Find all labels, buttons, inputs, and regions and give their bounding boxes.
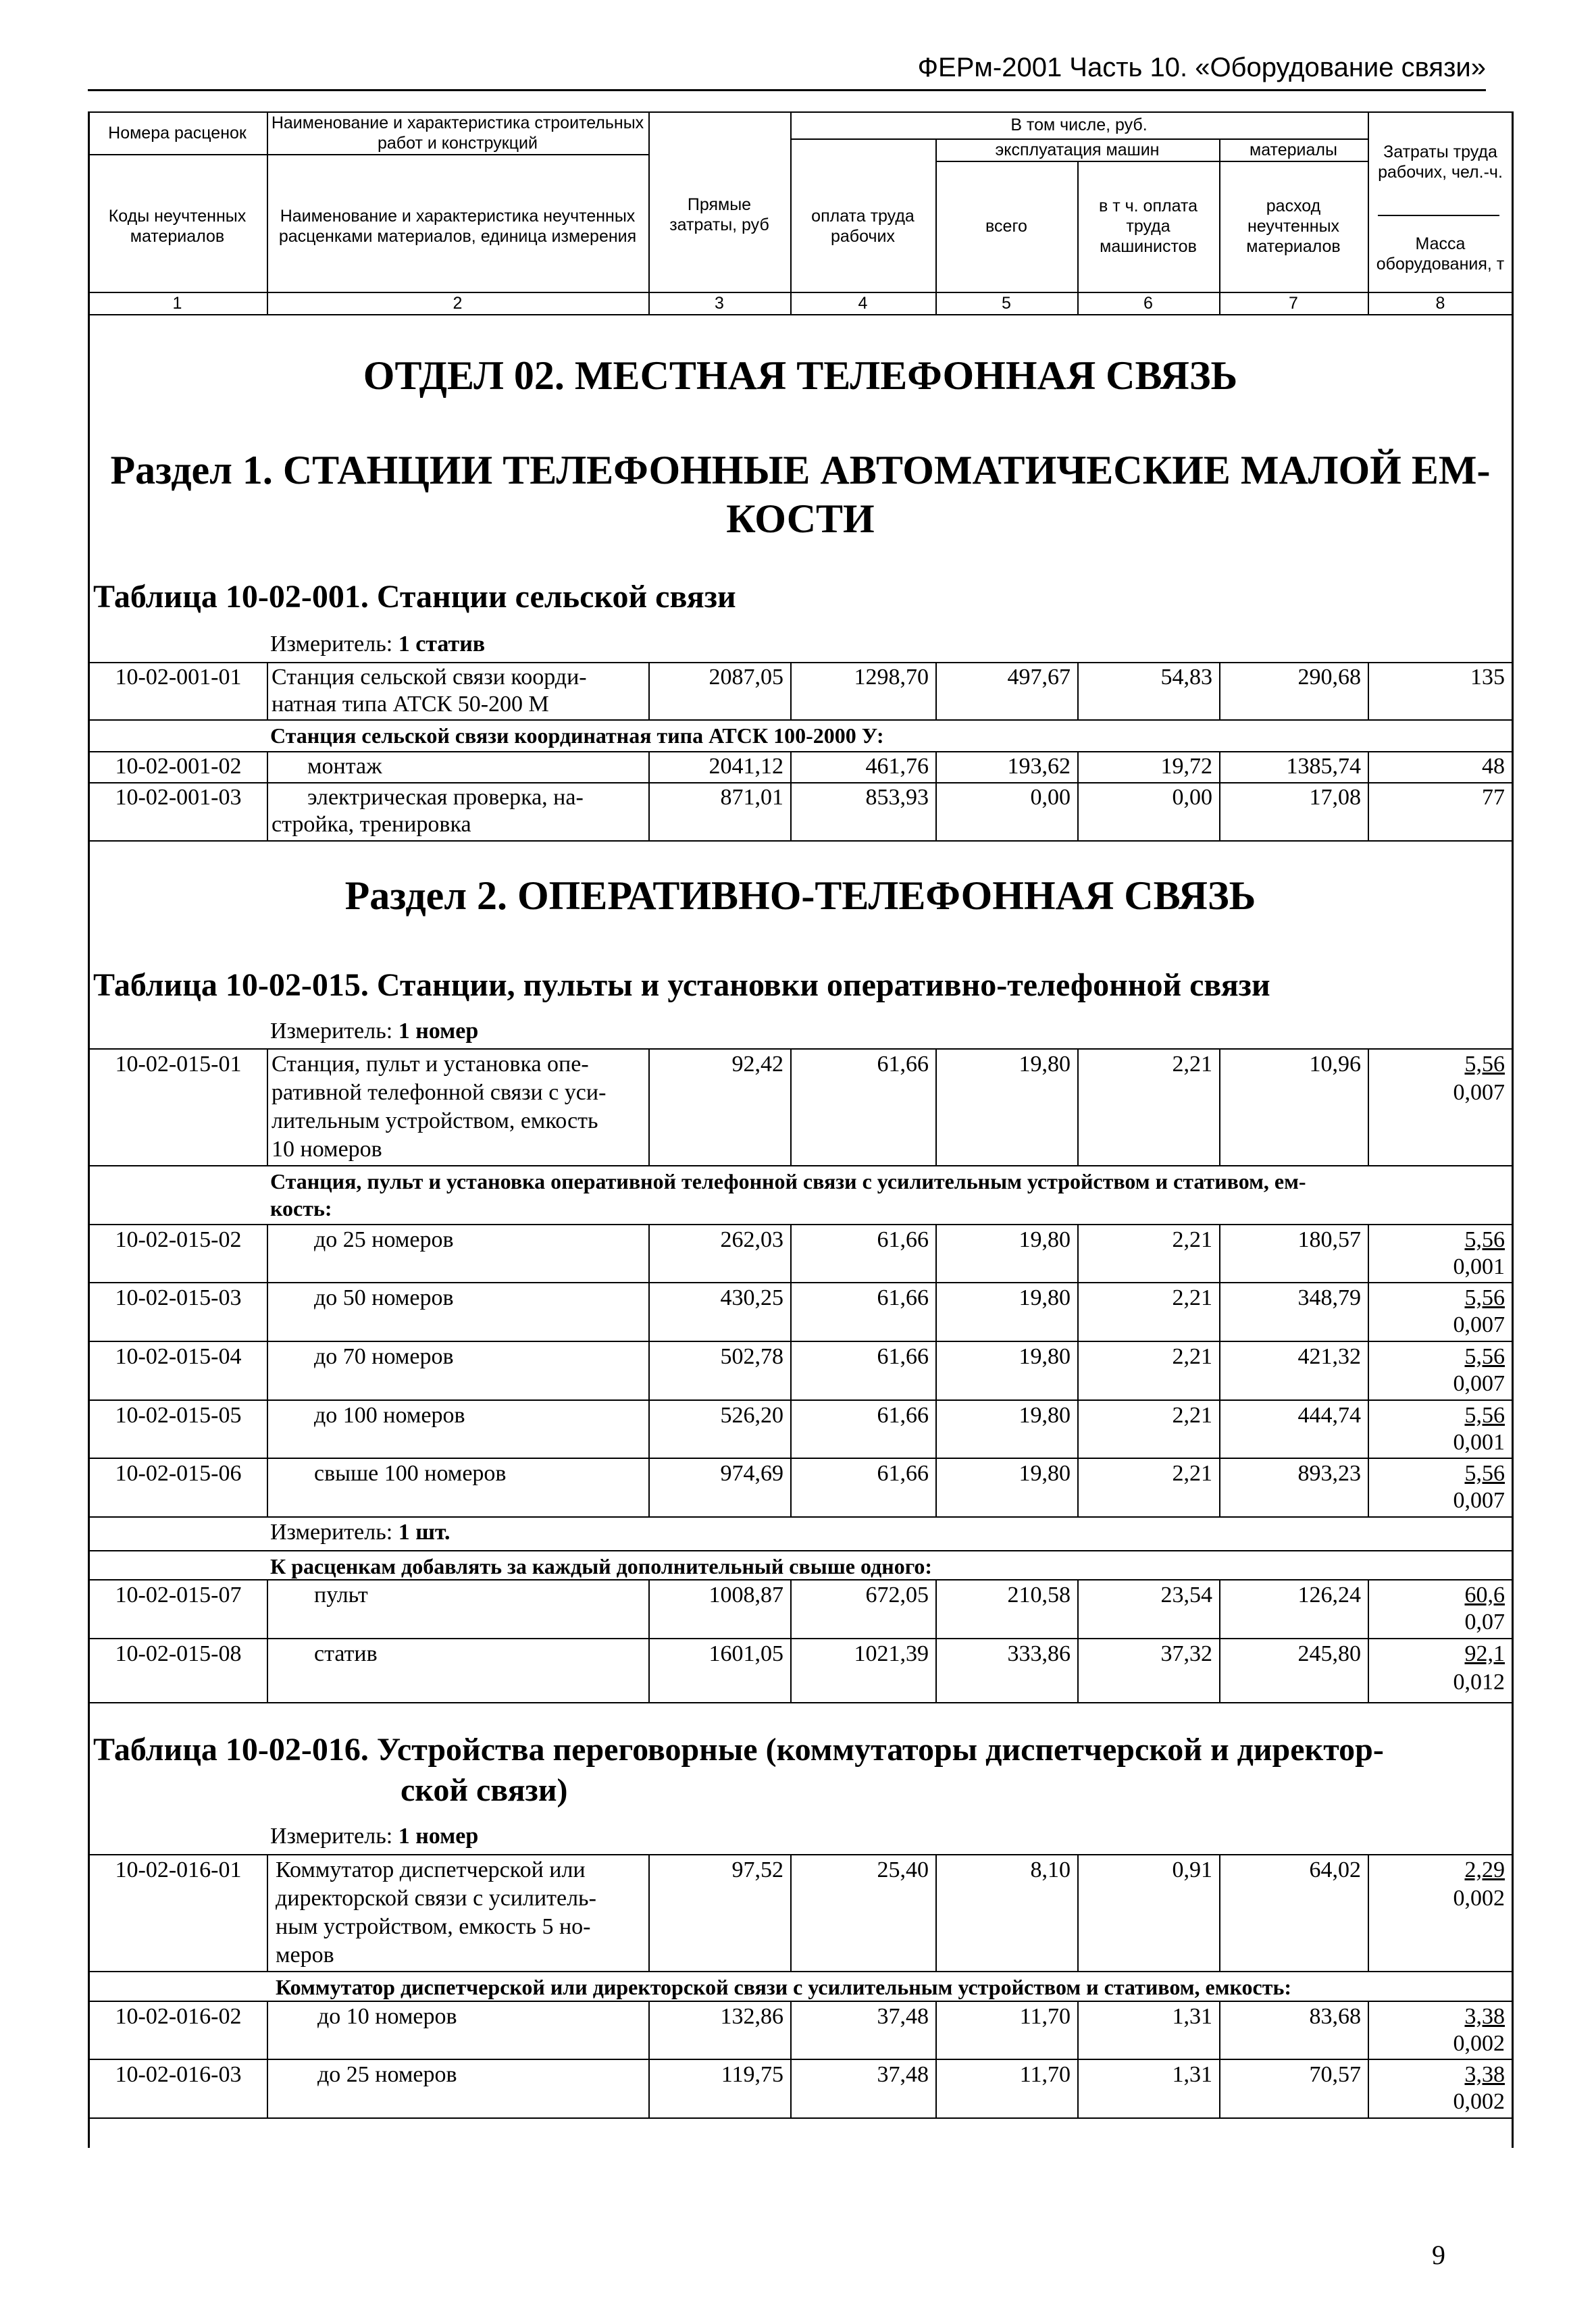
subgroup-header: Станция сельской связи координатная типа АТСК 100-2000 У:	[270, 723, 884, 748]
rate-code: 10-02-001-02	[115, 754, 242, 779]
machinists-pay: 1,31	[1172, 2004, 1212, 2029]
col-header-5: всего	[985, 217, 1027, 236]
labor-pay: 61,66	[877, 1227, 929, 1252]
rate-code: 10-02-015-08	[115, 1641, 242, 1666]
direct-costs: 1601,05	[709, 1641, 783, 1666]
materials: 1385,74	[1286, 754, 1361, 779]
col-header-8a: Затраты труда рабочих, чел.-ч.	[1378, 143, 1503, 182]
running-header: ФЕРм-2001 Часть 10. «Оборудование связи»	[917, 53, 1486, 82]
rate-code: 10-02-001-01	[115, 665, 242, 690]
direct-costs: 502,78	[720, 1344, 783, 1369]
equipment-mass: 0,002	[1453, 2031, 1505, 2056]
labor-pay: 61,66	[877, 1285, 929, 1310]
machines-total: 193,62	[1007, 754, 1071, 779]
labor-hours: 5,56	[1464, 1227, 1505, 1252]
col-header-4: оплата труда рабочих	[811, 207, 915, 246]
labor-hours: 5,56	[1464, 1461, 1505, 1486]
work-name: статив	[314, 1641, 378, 1666]
razdel1-title-line2: КОСТИ	[726, 496, 875, 541]
machines-total: 19,80	[1019, 1461, 1071, 1486]
materials: 245,80	[1297, 1641, 1361, 1666]
work-name: до 25 номеров	[314, 1227, 454, 1252]
machinists-pay: 54,83	[1160, 665, 1212, 690]
machines-total: 19,80	[1019, 1227, 1071, 1252]
machinists-pay: 37,32	[1160, 1641, 1212, 1666]
rate-code: 10-02-015-03	[115, 1285, 242, 1310]
direct-costs: 2087,05	[709, 665, 783, 690]
equipment-mass: 0,007	[1453, 1080, 1505, 1105]
labor-pay: 61,66	[877, 1344, 929, 1369]
labor-hours: 77	[1482, 785, 1505, 810]
col-number: 2	[453, 294, 463, 313]
direct-costs: 974,69	[720, 1461, 783, 1486]
machinists-pay: 2,21	[1172, 1461, 1212, 1486]
frame-right	[1512, 111, 1514, 2148]
col-header-8b: Масса оборудования, т	[1376, 234, 1505, 274]
labor-pay: 37,48	[877, 2062, 929, 2087]
materials: 70,57	[1309, 2062, 1361, 2087]
work-name: до 70 номеров	[314, 1344, 454, 1369]
machines-total: 19,80	[1019, 1403, 1071, 1428]
materials: 348,79	[1297, 1285, 1361, 1310]
work-name: меров	[276, 1943, 334, 1968]
direct-costs: 92,42	[731, 1052, 783, 1077]
machines-total: 0,00	[1030, 785, 1071, 810]
materials: 64,02	[1309, 1857, 1361, 1882]
razdel1-title-line1: Раздел 1. СТАНЦИИ ТЕЛЕФОННЫЕ АВТОМАТИЧЕСКИЕ МАЛОЙ ЕМ-	[110, 448, 1491, 492]
machinists-pay: 2,21	[1172, 1052, 1212, 1077]
materials: 10,96	[1309, 1052, 1361, 1077]
work-name: монтаж	[307, 754, 382, 779]
labor-hours: 5,56	[1464, 1052, 1505, 1077]
labor-hours: 92,1	[1464, 1641, 1505, 1666]
machinists-pay: 0,00	[1172, 785, 1212, 810]
rate-code: 10-02-015-01	[115, 1052, 242, 1077]
machines-total: 210,58	[1007, 1583, 1071, 1608]
razdel2-title: Раздел 2. ОПЕРАТИВНО-ТЕЛЕФОННАЯ СВЯЗЬ	[344, 873, 1256, 918]
labor-hours: 3,38	[1464, 2004, 1505, 2029]
equipment-mass: 0,007	[1453, 1312, 1505, 1337]
direct-costs: 119,75	[721, 2062, 783, 2087]
labor-pay: 853,93	[865, 785, 929, 810]
work-name: 10 номеров	[272, 1137, 382, 1162]
equipment-mass: 0,07	[1464, 1610, 1505, 1635]
labor-pay: 61,66	[877, 1461, 929, 1486]
machines-total: 11,70	[1019, 2004, 1071, 2029]
materials: 126,24	[1297, 1583, 1361, 1608]
col-header-1b: Коды неучтенных материалов	[108, 207, 247, 246]
work-name: директорской связи с усилитель-	[276, 1886, 596, 1911]
col-header-3: Прямые затраты, руб	[669, 195, 769, 234]
col-header-6: в т ч. оплата труда машинистов	[1099, 197, 1198, 256]
page-number: 9	[1432, 2240, 1445, 2270]
unit-016: Измеритель: 1 номер	[270, 1824, 479, 1849]
work-name: до 50 номеров	[314, 1285, 454, 1310]
col-number: 5	[1002, 294, 1011, 313]
equipment-mass: 0,002	[1453, 1886, 1505, 1911]
machines-total: 333,86	[1007, 1641, 1071, 1666]
col-header-2a: Наименование и характеристика строительных работ и конструкций	[271, 113, 644, 153]
table-001-title: Таблица 10-02-001. Станции сельской связи	[93, 579, 736, 615]
header-rule	[88, 89, 1486, 91]
direct-costs: 1008,87	[709, 1583, 783, 1608]
frame-left	[88, 111, 90, 2148]
direct-costs: 97,52	[731, 1857, 783, 1882]
col-number: 4	[858, 294, 868, 313]
col-header-incl: В том числе, руб.	[1010, 115, 1148, 134]
materials: 180,57	[1297, 1227, 1361, 1252]
rate-code: 10-02-015-02	[115, 1227, 242, 1252]
subgroup-header: Коммутатор диспетчерской или директорской связи с усилительным устройством и стативом, емкость:	[276, 1975, 1292, 1999]
materials: 83,68	[1309, 2004, 1361, 2029]
direct-costs: 262,03	[720, 1227, 783, 1252]
work-name: ративной телефонной связи с уси-	[272, 1080, 607, 1105]
labor-hours: 2,29	[1464, 1857, 1505, 1882]
col-header-7: расход неучтенных материалов	[1246, 197, 1341, 256]
labor-pay: 672,05	[865, 1583, 929, 1608]
labor-pay: 1021,39	[854, 1641, 929, 1666]
materials: 893,23	[1297, 1461, 1361, 1486]
equipment-mass: 0,002	[1453, 2089, 1505, 2114]
work-name: ным устройством, емкость 5 но-	[276, 1914, 591, 1939]
rate-code: 10-02-015-06	[115, 1461, 242, 1486]
labor-hours: 5,56	[1464, 1403, 1505, 1428]
machines-total: 497,67	[1007, 665, 1071, 690]
col-number: 1	[172, 294, 182, 313]
rate-code: 10-02-015-07	[115, 1583, 242, 1608]
work-name: Станция сельской связи коорди-	[272, 665, 587, 690]
machines-total: 19,80	[1019, 1344, 1071, 1369]
rate-code: 10-02-016-01	[115, 1857, 242, 1882]
col-header-1a: Номера расценок	[108, 123, 247, 143]
department-title: ОТДЕЛ 02. МЕСТНАЯ ТЕЛЕФОННАЯ СВЯЗЬ	[363, 353, 1238, 398]
subgroup-header: Станция, пульт и установка оперативной телефонной связи с усилительным устройством и стативом, ем-	[270, 1169, 1306, 1193]
labor-hours: 135	[1470, 665, 1505, 690]
labor-hours: 5,56	[1464, 1285, 1505, 1310]
machinists-pay: 1,31	[1172, 2062, 1212, 2087]
machinists-pay: 2,21	[1172, 1344, 1212, 1369]
machinists-pay: 2,21	[1172, 1227, 1212, 1252]
rate-code: 10-02-001-03	[115, 785, 242, 810]
direct-costs: 132,86	[720, 2004, 783, 2029]
col-number: 7	[1289, 294, 1298, 313]
labor-pay: 37,48	[877, 2004, 929, 2029]
col-number: 8	[1435, 294, 1445, 313]
work-name: пульт	[314, 1583, 368, 1608]
work-name: свыше 100 номеров	[314, 1461, 507, 1486]
subgroup-header: К расценкам добавлять за каждый дополнительный свыше одного:	[270, 1554, 933, 1578]
labor-pay: 25,40	[877, 1857, 929, 1882]
work-name: Коммутатор диспетчерской или	[276, 1857, 586, 1882]
col-number: 3	[715, 294, 724, 313]
labor-pay: 461,76	[865, 754, 929, 779]
work-name: Станция, пульт и установка опе-	[272, 1052, 589, 1077]
machines-total: 11,70	[1019, 2062, 1071, 2087]
machines-total: 19,80	[1019, 1052, 1071, 1077]
direct-costs: 430,25	[720, 1285, 783, 1310]
machines-total: 19,80	[1019, 1285, 1071, 1310]
col-header-materials: материалы	[1250, 140, 1337, 159]
equipment-mass: 0,007	[1453, 1371, 1505, 1396]
direct-costs: 526,20	[720, 1403, 783, 1428]
work-name: до 10 номеров	[317, 2004, 457, 2029]
col-header-2b: Наименование и характеристика неучтенных расценками материалов, единица измерения	[278, 207, 637, 246]
machinists-pay: 2,21	[1172, 1403, 1212, 1428]
col-number: 6	[1143, 294, 1153, 313]
rate-code: 10-02-015-05	[115, 1403, 242, 1428]
labor-hours: 5,56	[1464, 1344, 1505, 1369]
labor-pay: 1298,70	[854, 665, 929, 690]
equipment-mass: 0,012	[1453, 1670, 1505, 1695]
labor-hours: 48	[1482, 754, 1505, 779]
subgroup-header: кость:	[270, 1196, 332, 1220]
labor-hours: 3,38	[1464, 2062, 1505, 2087]
work-name: до 25 номеров	[317, 2062, 457, 2087]
work-name: электрическая проверка, на-	[307, 785, 584, 810]
direct-costs: 871,01	[720, 785, 783, 810]
labor-pay: 61,66	[877, 1403, 929, 1428]
labor-hours: 60,6	[1464, 1583, 1505, 1608]
materials: 421,32	[1297, 1344, 1361, 1369]
work-name: лительным устройством, емкость	[272, 1108, 598, 1133]
unit-001: Измеритель: 1 статив	[270, 632, 486, 657]
table-015-title: Таблица 10-02-015. Станции, пульты и установки оперативно-телефонной связи	[93, 967, 1270, 1003]
table-016-title-line2: ской связи)	[401, 1772, 568, 1808]
rate-code: 10-02-015-04	[115, 1344, 242, 1369]
col-header-machines: эксплуатация машин	[995, 140, 1160, 159]
materials: 17,08	[1309, 785, 1361, 810]
labor-pay: 61,66	[877, 1052, 929, 1077]
machinists-pay: 23,54	[1160, 1583, 1212, 1608]
unit-015: Измеритель: 1 номер	[270, 1019, 479, 1044]
materials: 444,74	[1297, 1403, 1361, 1428]
work-name: натная типа АТСК 50-200 М	[272, 692, 549, 717]
rate-code: 10-02-016-03	[115, 2062, 242, 2087]
machinists-pay: 0,91	[1172, 1857, 1212, 1882]
direct-costs: 2041,12	[709, 754, 783, 779]
machinists-pay: 2,21	[1172, 1285, 1212, 1310]
work-name: до 100 номеров	[314, 1403, 465, 1428]
equipment-mass: 0,001	[1453, 1254, 1505, 1279]
materials: 290,68	[1297, 665, 1361, 690]
rate-code: 10-02-016-02	[115, 2004, 242, 2029]
unit-015-2: Измеритель: 1 шт.	[270, 1520, 451, 1545]
table-016-title-line1: Таблица 10-02-016. Устройства переговорные (коммутаторы диспетчерской и директор-	[93, 1732, 1384, 1768]
work-name: стройка, тренировка	[272, 812, 471, 837]
equipment-mass: 0,001	[1453, 1430, 1505, 1455]
machines-total: 8,10	[1030, 1857, 1071, 1882]
machinists-pay: 19,72	[1160, 754, 1212, 779]
equipment-mass: 0,007	[1453, 1488, 1505, 1513]
